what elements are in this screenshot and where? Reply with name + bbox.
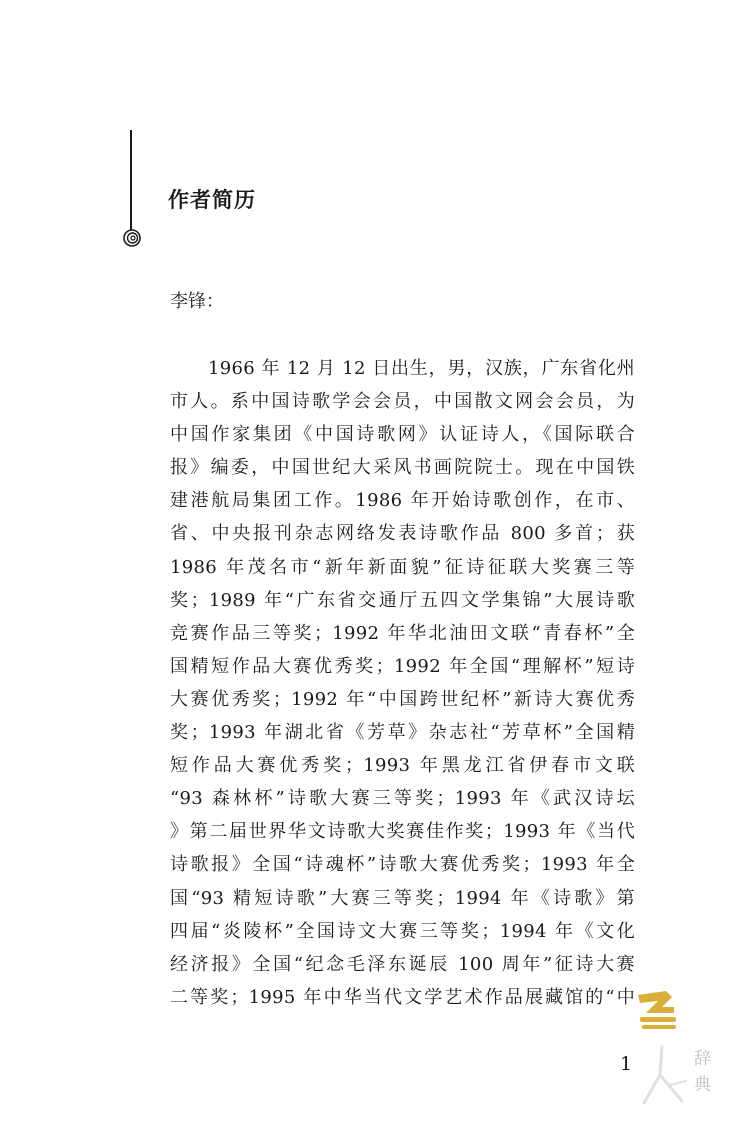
bio-line: 1986 年茂名市“新年新面貌”征诗征联大奖赛三等: [170, 556, 635, 578]
bio-line: 大赛优秀奖；1992 年“中国跨世纪杯”新诗大赛优秀: [170, 688, 635, 710]
bio-line: 省、中央报刊杂志网络发表诗歌作品 800 多首；获: [170, 523, 635, 545]
bio-line: 四届“炎陵杯”全国诗文大赛三等奖；1994 年《文化: [170, 920, 635, 942]
bio-line: 短作品大赛优秀奖；1993 年黑龙江省伊春市文联: [170, 755, 635, 777]
bio-line: 1966 年 12 月 12 日出生，男，汉族，广东省化州: [208, 358, 635, 379]
watermark-logo-icon: [632, 985, 680, 1033]
watermark-figure-icon: [640, 1045, 690, 1107]
watermark-text: [694, 1046, 718, 1098]
page-number: 1: [620, 1053, 633, 1075]
bio-line: 诗歌报》全国“诗魂杯”诗歌大赛优秀奖；1993 年全: [170, 854, 635, 876]
bio-line: 奖；1993 年湖北省《芳草》杂志社“芳草杯”全国精: [170, 722, 635, 744]
bio-line: 》第二届世界华文诗歌大奖赛佳作奖；1993 年《当代: [170, 821, 635, 843]
bio-line: 竞赛作品三等奖；1992 年华北油田文联“青春杯”全: [170, 622, 635, 644]
watermark-char: 辞: [694, 1049, 711, 1069]
bio-line: 奖；1989 年“广东省交通厅五四文学集锦”大展诗歌: [170, 589, 635, 611]
watermark-char: 典: [694, 1075, 711, 1095]
spiral-ornament-icon: [122, 228, 142, 248]
bio-line: 中国作家集团《中国诗歌网》认证诗人，《国际联合: [170, 424, 635, 446]
bio-line: 建港航局集团工作。1986 年开始诗歌创作，在市、: [170, 490, 635, 512]
bio-line: “93 森林杯”诗歌大赛三等奖；1993 年《武汉诗坛: [170, 788, 635, 810]
author-name: 李锋：: [170, 291, 224, 312]
bio-line: 国“93 精短诗歌”大赛三等奖；1994 年《诗歌》第: [170, 887, 635, 909]
bio-line: 国精短作品大赛优秀奖；1992 年全国“理解杯”短诗: [170, 655, 635, 677]
bio-line: 报》编委，中国世纪大采风书画院院士。现在中国铁: [170, 457, 635, 479]
page-title: 作者简历: [168, 188, 256, 212]
bio-line: 市人。系中国诗歌学会会员，中国散文网会会员，为: [170, 391, 635, 413]
bio-line: 经济报》全国“纪念毛泽东诞辰 100 周年”征诗大赛: [170, 953, 635, 975]
vertical-ornament-line: [130, 130, 132, 230]
bio-line: 二等奖；1995 年中华当代文学艺术作品展藏馆的“中: [170, 986, 635, 1008]
biography-text: [170, 352, 635, 1014]
